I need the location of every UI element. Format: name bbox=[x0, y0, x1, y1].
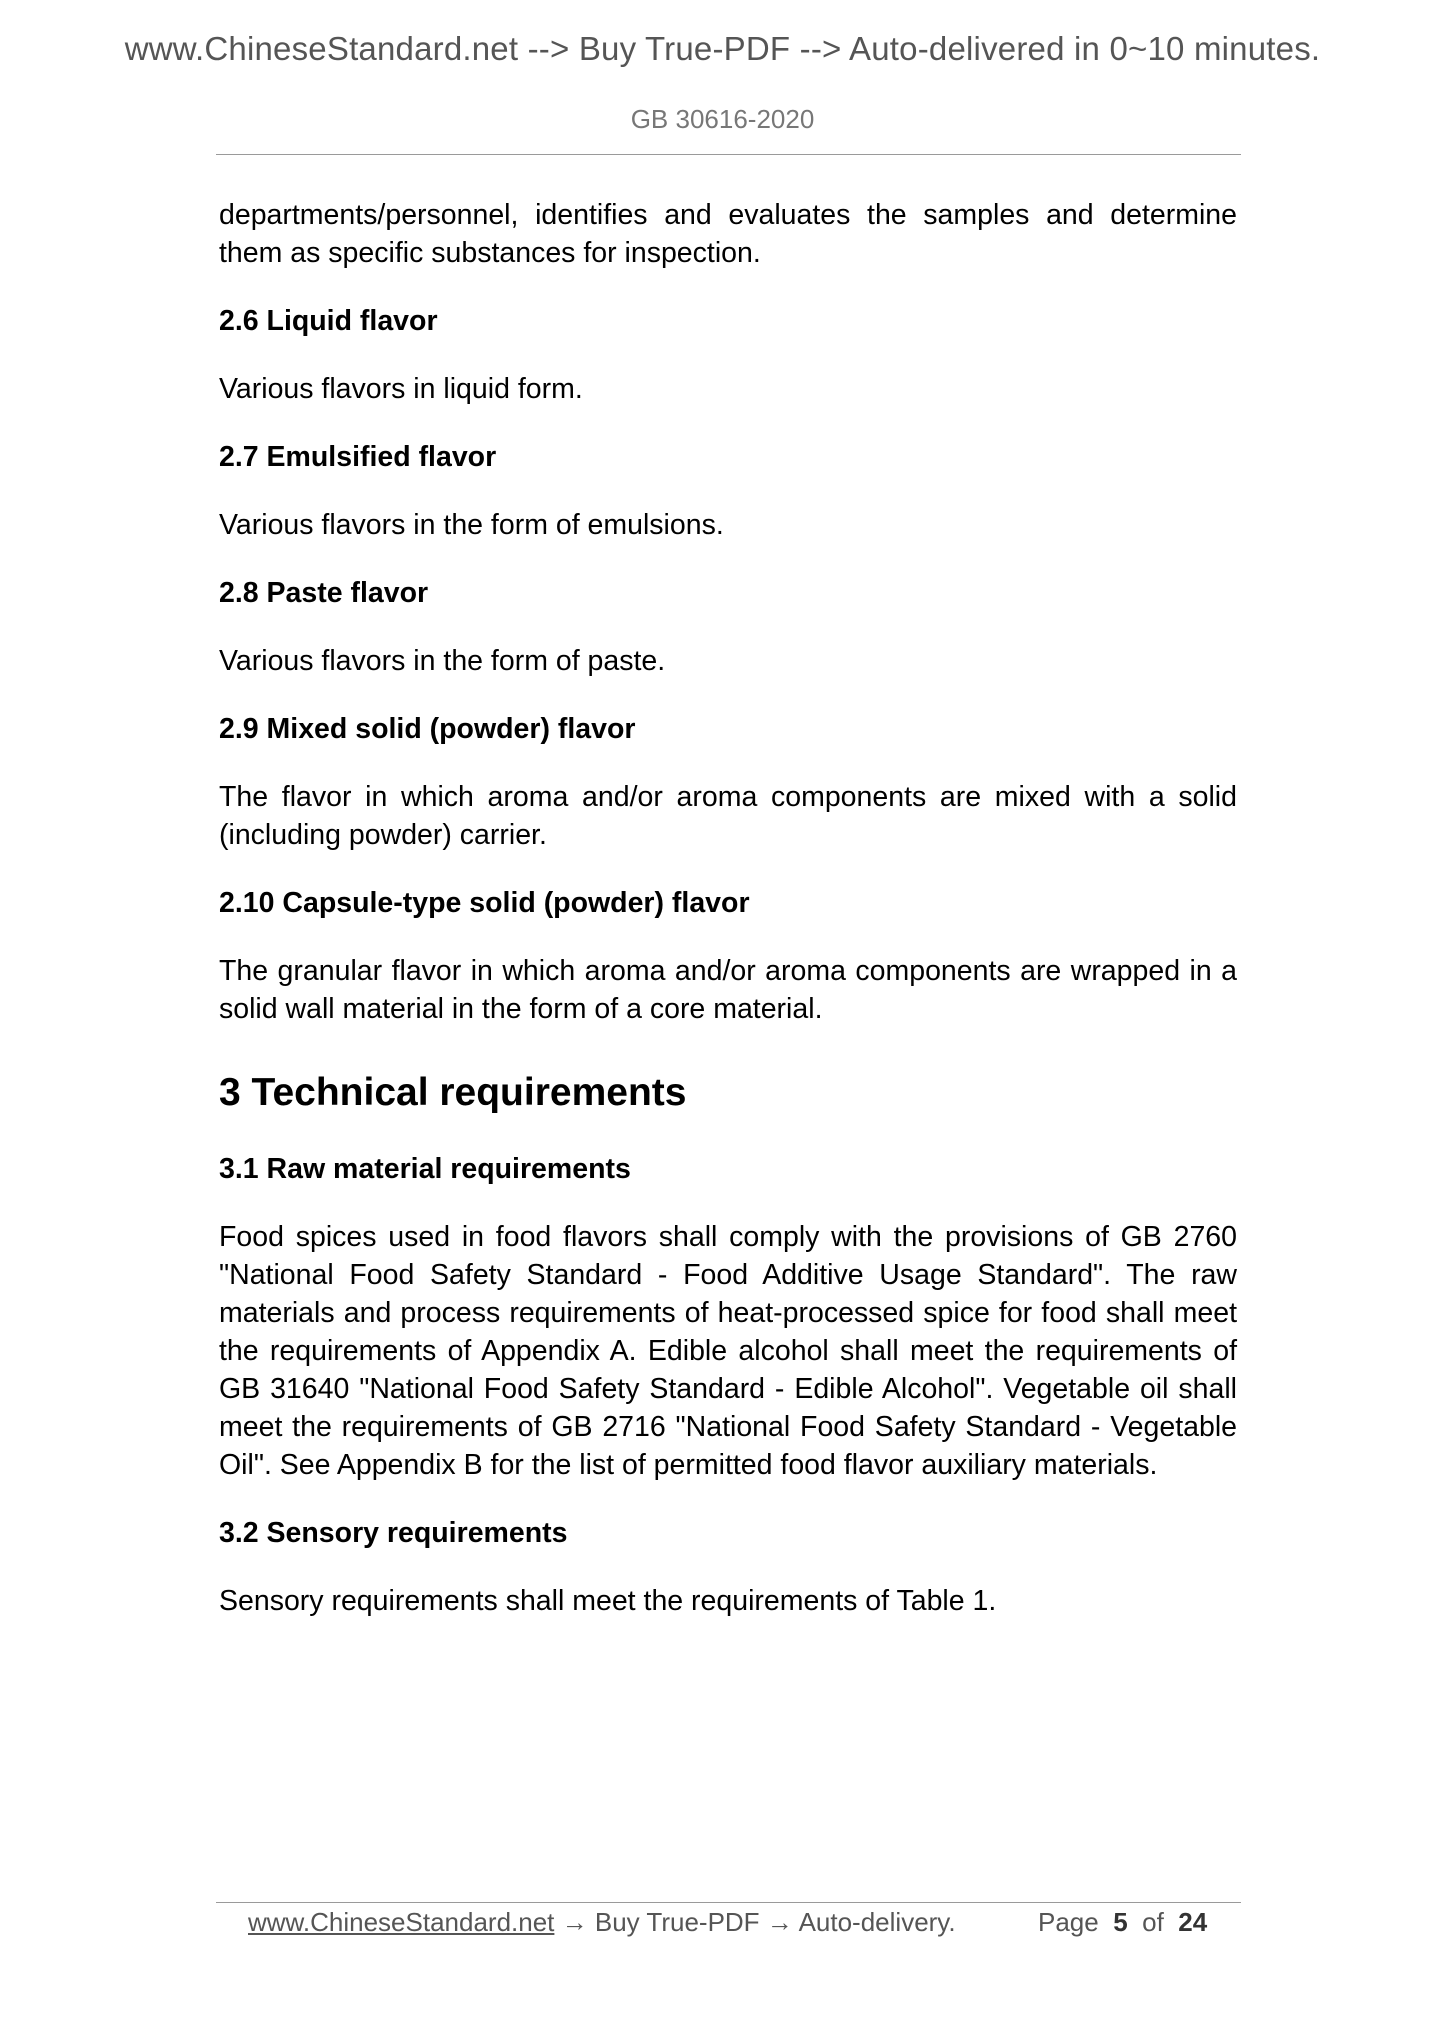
heading-3: 3 Technical requirements bbox=[219, 1071, 687, 1114]
heading-2-10: 2.10 Capsule-type solid (powder) flavor bbox=[219, 887, 750, 919]
page-current: 5 bbox=[1113, 1907, 1128, 1937]
paragraph-2-6: Various flavors in liquid form. bbox=[219, 373, 583, 405]
top-banner: www.ChineseStandard.net --> Buy True-PDF --> Auto-delivered in 0~10 minutes. bbox=[124, 30, 1321, 67]
footer bbox=[248, 1902, 1208, 1942]
heading-3-2: 3.2 Sensory requirements bbox=[219, 1517, 568, 1549]
paragraph-continued: departments/personnel, identifies and evaluates the samples and determine them as specific substances for inspection. bbox=[219, 199, 1237, 269]
page-of: of bbox=[1142, 1907, 1164, 1937]
page-label: Page bbox=[1038, 1907, 1099, 1937]
heading-3-1: 3.1 Raw material requirements bbox=[219, 1153, 631, 1185]
page-content bbox=[219, 196, 1237, 1620]
paragraph-3-2: Sensory requirements shall meet the requirements of Table 1. bbox=[219, 1585, 997, 1617]
page-indicator bbox=[1038, 1902, 1207, 1942]
heading-2-8: 2.8 Paste flavor bbox=[219, 577, 429, 609]
heading-2-9: 2.9 Mixed solid (powder) flavor bbox=[219, 713, 636, 745]
document-code: GB 30616-2020 bbox=[630, 104, 815, 134]
header-rule bbox=[216, 154, 1241, 155]
heading-2-7: 2.7 Emulsified flavor bbox=[219, 441, 497, 473]
footer-text: → Buy True-PDF → Auto-delivery. bbox=[554, 1907, 956, 1937]
paragraph-2-8: Various flavors in the form of paste. bbox=[219, 645, 666, 677]
heading-2-6: 2.6 Liquid flavor bbox=[219, 305, 438, 337]
paragraph-2-10: The granular flavor in which aroma and/or aroma components are wrapped in a solid wall material in the form of a core material. bbox=[219, 955, 1237, 1025]
paragraph-3-1: Food spices used in food flavors shall comply with the provisions of GB 2760 "National Food Safety Standard - Food Additive Usage Standard". The raw materials and process requirements of heat-processed spice for food shall meet the requirements of Appendix A. Edible alcohol shall meet the requirements of GB 31640 "National Food Safety Standard - Edible Alcohol". Vegetable oil shall meet the requirements of GB 2716 "National Food Safety Standard - Vegetable Oil". See Appendix B for the list of permitted food flavor auxiliary materials. bbox=[219, 1221, 1237, 1481]
paragraph-2-7: Various flavors in the form of emulsions. bbox=[219, 509, 724, 541]
paragraph-2-9: The flavor in which aroma and/or aroma components are mixed with a solid (including powder) carrier. bbox=[219, 781, 1237, 851]
page-total: 24 bbox=[1178, 1907, 1208, 1937]
footer-site-link[interactable]: www.ChineseStandard.net bbox=[248, 1907, 555, 1937]
